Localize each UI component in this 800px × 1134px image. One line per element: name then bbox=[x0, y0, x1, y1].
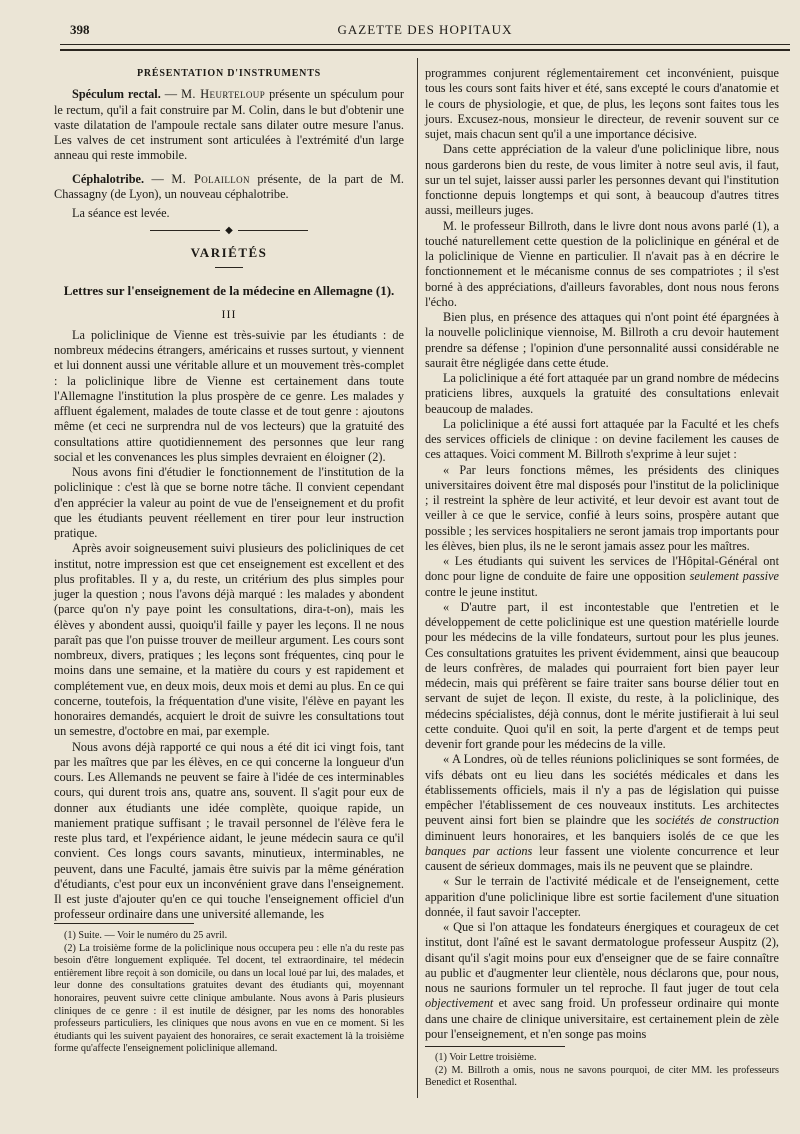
quote-paragraph: « Sur le terrain de l'activité médicale et de l'enseignement, cette apparition d'une policlinique libre est sortie facilement d'une situation donnée, il faut savoir l'accepter. bbox=[425, 874, 779, 919]
column-separator bbox=[417, 58, 418, 1098]
lead-speculum: Spéculum rectal. bbox=[72, 87, 161, 102]
footnote: (2) La troisième forme de la policlinique nous occupera peu : elle n'a du reste pas besoin d'être longuement expliquée. Tel docent, tel extraordinaire, tel médecin entièrement libre reçoit à son domicile, ou dans un local loué par lui, des malades, et leur donne des consultations gratuites devant des étudiants qui, moyennant honoraires, peuvent suivre cette clinique ambulante. Nous avons à Paris plusieurs cliniques de ce genre : il est inutile de désigner, par les noms des honorables professeurs particuliers, les cliniques que nous avons en vue en ce moment. Si les étudiants qui les suivent payaient des honoraires, ce serait exactement là la troisième forme qu'affecte l'enseignement policlinique allemand. bbox=[54, 942, 404, 1055]
quote-paragraph: « Que si l'on attaque les fondateurs énergiques et courageux de cet institut, dont l'aîné est le savant dermatologue professeur Auspitz (2), disant qu'il s'agit moins pour eux d'enseigner que de se faire connaître au public et d'augmenter leur clientèle, nous déclarons que, pour nous, nous ne saurions formuler un tel reproche. Il faut juger de tout cela objectivement et avec sang froid. Un professeur ordinaire qui monte dans une chaire de clinique universitaire, est certainement plein de zèle pour l'enseignement, et n'en songe pas moins bbox=[425, 920, 779, 1041]
quote-paragraph: « Par leurs fonctions mêmes, les présidents des cliniques universitaires doivent être mal disposés pour l'institut de la policlinique ; il restreint la sphère de leur activité, et leur devoir est avant tout de veiller à ce que le service, confié à leurs soins, prospère autant que possible ; les services hospitaliers ne seront jamais trop importants pour les élèves, bien plus, ils ne le seront jamais assez pour les maîtres. bbox=[425, 462, 779, 553]
footnote: (1) Suite. — Voir le numéro du 25 avril. bbox=[64, 930, 228, 941]
quote-paragraph: « A Londres, où de telles réunions policliniques se sont formées, de vifs débats ont eu lieu dans les sociétés médicales et dans les établissements officiels, mais il n'y a pas de législation qui puisse empêcher l'établissement de ces nouveaux instituts. Les architectes peuvent ainsi fort bien se plaindre que les sociétés de construction diminuent leurs honoraires, et les banquiers isolés de ce que les banques par actions leur fassent une violente concurrence et leur causent de sérieux dommages, mais ils ne peuvent que se plaindre. bbox=[425, 752, 779, 873]
quote-paragraph: « Les étudiants qui suivent les services de l'Hôpital-Général ont donc pour ligne de conduite de faire une opposition seulement passive contre le jeune institut. bbox=[425, 554, 779, 599]
lead-cephalotribe: Céphalotribe. bbox=[72, 171, 145, 186]
footnotes-left bbox=[54, 930, 404, 1056]
section-title-instruments: PRÉSENTATION D'INSTRUMENTS bbox=[136, 68, 322, 79]
body-paragraph: Dans cette appréciation de la valeur d'une policlinique libre, nous nous garderons bien du reste, de vous limiter à notre seul avis, il faut, sur un tel sujet, laisser aussi parler les personnes devant qui l'institution fonctionne depuis longtemps et qui sont, à beaucoup d'autres titres aussi, meilleurs juges. bbox=[425, 142, 779, 218]
author-polaillon: M. Polaillon bbox=[171, 171, 250, 186]
ornament-divider bbox=[54, 225, 404, 237]
footnote-rule-left bbox=[54, 923, 194, 924]
body-paragraph: Bien plus, en présence des attaques qui n'ont point été épargnées à la nouvelle policlinique viennoise, M. Billroth a cru devoir hautement prendre sa défense ; l'opinion d'une personnalité aussi considérable ne saurait être négligée dans cette étude. bbox=[425, 310, 779, 370]
body-paragraph: La policlinique a été aussi fort attaquée par la Faculté et les chefs des services officiels de clinique : on devine facilement les causes de ces attaques. Voici comment M. Billroth s'exprime à leur sujet : bbox=[425, 416, 779, 462]
journal-title: GAZETTE DES HOPITAUX bbox=[337, 22, 513, 37]
diamond-ornament-icon: ◆ bbox=[225, 225, 233, 237]
paragraph-seance-levee: La séance est levée. bbox=[72, 206, 170, 220]
page-header bbox=[60, 22, 790, 44]
quote-paragraph: « D'autre part, il est incontestable que l'entretien et le développement de cette policlinique est une question matérielle lourde pour les médecins de la ville fondateurs, surtout pour les plus jeunes. Ces consultations gratuites les privent évidemment, ainsi que beaucoup de leurs confrères, de malades qui pourraient fort bien payer leur médecin, mais qui préfèrent se faire traiter sans bourse délier tout en servant de sujet de leçon. Il existe, du reste, à la policlinique, des médecins spécialistes, déjà connus, dont le mérite justifierait à lui seul cette conduite. Quoi qu'il en soit, la perte d'argent et de temps peut devenir fort grande pour les médecins de la ville. bbox=[425, 599, 779, 751]
article-title: Lettres sur l'enseignement de la médecine en Allemagne (1). bbox=[63, 282, 395, 298]
paragraph-cephalotribe: Céphalotribe. — M. Polaillon présente, de la part de M. Chassagny (de Lyon), un nouveau céphalotribe. bbox=[54, 171, 404, 201]
footnote-rule-right bbox=[425, 1046, 565, 1047]
footnote: (2) M. Billroth a omis, nous ne savons pourquoi, de citer MM. les professeurs Benedict et Rosenthal. bbox=[425, 1064, 779, 1089]
body-paragraph: Nous avons déjà rapporté ce qui nous a été dit ici vingt fois, tant par les maîtres que par les élèves, en ce qui concerne la longueur d'un cours. Les Allemands ne peuvent se faire à l'idée de ces interminables cours, qui durent trois ans, quatre ans, souvent. Il s'agit pour eux de donner aux étudiants une idée complète, quoique rapide, un maniement pratique suffisant ; le travail personnel de l'élève fera le reste plus tard, et l'expérience aidant, le jeune médecin saura ce qu'il convient. Ces longs cours savants, minutieux, interminables, ne peuvent, dans une Faculté, jamais être suivis par la même génération d'étudiants, c'est pour eux un inconvénient grave dans l'enseignement. Il est juste d'ajouter qu'en ce qui touche l'enseignement officiel d'un professeur ordinaire dans une université allemande, les bbox=[54, 739, 404, 922]
author-heurteloup: M. Heurteloup bbox=[181, 87, 266, 102]
page-number: 398 bbox=[70, 22, 90, 37]
header-rule-thin bbox=[60, 44, 790, 45]
footnote: (1) Voir Lettre troisième. bbox=[435, 1052, 537, 1063]
body-paragraph: programmes conjurent réglementairement cet inconvénient, puisque tous les cours sont faits hiver et été, sans excepté le cours d'anatomie et le cours de physiologie, et que, de plus, les leçons sont faites tous les jours. Excusez-nous, monsieur le directeur, de revenir souvent sur ce sujet, mais chacun sent qu'il a une importance décisive. bbox=[425, 66, 779, 141]
body-paragraph: Nous avons fini d'étudier le fonctionnement de l'institution de la policlinique : c'est là que se borne notre tâche. Il convient cependant d'en apprécier la valeur au point de vue de l'enseignement et du profit que les étudiants peuvent réellement en tirer pour leur instruction pratique. bbox=[54, 465, 404, 540]
header-rule-thick bbox=[60, 49, 790, 51]
letter-number: III bbox=[221, 306, 237, 321]
body-paragraph: Après avoir soigneusement suivi plusieurs des policliniques de cet institut, notre impression est que cet enseignement est excellent et des plus profitables. Il y a, du reste, un critérium des plus simples pour juger la question ; nous l'avons déjà marqué : les malades y abondent (parce qu'on n'y paye point les consultations, dira-t-on), mais les élèves y abondent aussi, quoiqu'il faille y payer les leçons. Il ne nous paraît pas que l'on puisse trouver de meilleur argument. Les cours sont nombreux, divers, pratiques ; les leçons sont fréquentes, cinq pour le moins dans une semaine, et la matière du cours y est rapidement et complétement vue, en deux mois, deux mois et demi au plus. En ce qui concerne, toutefois, la fréquentation d'une visite, l'élève en payant les honoraires demandés, acquiert le droit de suivre les consultations tout un semestre, d'octobre en mai, par exemple. bbox=[54, 541, 404, 739]
short-rule bbox=[215, 267, 243, 268]
body-paragraph: La policlinique de Vienne est très-suivie par les étudiants : de nombreux médecins étrangers, américains et russes surtout, y viennent et lui donnent aussi une véritable allure et un mouvement très-complet : la policlinique libre de Vienne est certainement dans toute l'Allemagne l'institution la plus prospère de ce genre. Les malades y affluent également, malades de toute classe et de tout genre : ajoutons même (et ceci ne surprendra nul de vos lecteurs) que la gratuité des consultations attire quotidiennement des personnes que leur rang social et les convenances les plus simples devraient en éloigner (2). bbox=[54, 327, 404, 464]
right-column bbox=[425, 66, 779, 1042]
body-paragraph: La policlinique a été fort attaquée par un grand nombre de médecins praticiens libres, auxquels la gratuité des consultations enlevait beaucoup de malades. bbox=[425, 371, 779, 416]
footnotes-right bbox=[425, 1052, 779, 1090]
varietes-heading: VARIÉTÉS bbox=[190, 245, 268, 261]
left-column bbox=[54, 66, 404, 923]
body-paragraph: M. le professeur Billroth, dans le livre dont nous avons parlé (1), a touché naturellement cette question de la policlinique en général et de la policlinique de Vienne en particulier. Il n'avait pas à en décrire le fonctionnement et le mécanisme connus de ses compatriotes ; il s'est borné à des appréciations, d'ailleurs favorables, dont nous nous ferons l'écho. bbox=[425, 218, 779, 309]
paragraph-speculum: Spéculum rectal. — M. Heurteloup présente un spéculum pour le rectum, qu'il a fait construire par M. Colin, dans le but d'obtenir une vaste dilatation de l'ampoule rectale sans dilater outre mesure l'anus. Les valves de cet instrument sont articulées à l'extrémité d'un large anneau qui reste immobile. bbox=[54, 87, 404, 163]
